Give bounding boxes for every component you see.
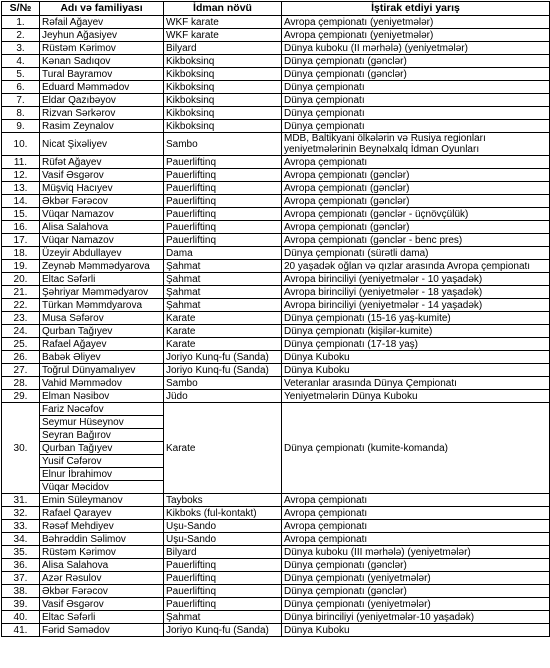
sport-name: Pauerliftinq xyxy=(164,221,282,234)
athlete-name: Qurban Tağıyev xyxy=(40,442,164,455)
sport-name: Kikboksinq xyxy=(164,94,282,107)
sport-name: Uşu-Sando xyxy=(164,533,282,546)
table-row xyxy=(2,494,550,507)
row-number: 4. xyxy=(2,55,40,68)
row-number: 35. xyxy=(2,546,40,559)
sport-name: Kikboks (ful-kontakt) xyxy=(164,507,282,520)
athlete-name: Toğrul Dünyamalıyev xyxy=(40,364,164,377)
row-number: 34. xyxy=(2,533,40,546)
competition-name: Avropa çempionatı xyxy=(282,156,550,169)
sport-name: Dama xyxy=(164,247,282,260)
table-row xyxy=(2,221,550,234)
header-competition: İştirak etdiyi yarış xyxy=(282,2,550,16)
sport-name: WKF karate xyxy=(164,29,282,42)
sport-name: Pauerliftinq xyxy=(164,195,282,208)
sport-name: Pauerliftinq xyxy=(164,169,282,182)
competition-name: Dünya birinciliyi (yeniyetmələr-10 yaşadək) xyxy=(282,611,550,624)
athlete-name: Rəsəf Mehdiyev xyxy=(40,520,164,533)
table-row xyxy=(2,507,550,520)
row-number: 30. xyxy=(2,403,40,494)
table-row xyxy=(2,16,550,29)
row-number: 9. xyxy=(2,120,40,133)
table-row xyxy=(2,55,550,68)
athlete-name: Rasim Zeynalov xyxy=(40,120,164,133)
athlete-name: Rüstəm Kərimov xyxy=(40,42,164,55)
sport-name: Sambo xyxy=(164,377,282,390)
athlete-name: Fariz Nəcəfov xyxy=(40,403,164,416)
athlete-name: Vüqar Namazov xyxy=(40,208,164,221)
row-number: 32. xyxy=(2,507,40,520)
row-number: 26. xyxy=(2,351,40,364)
athlete-name: Musa Səfərov xyxy=(40,312,164,325)
athlete-name: Yusif Cəfərov xyxy=(40,455,164,468)
athlete-name: Tural Bayramov xyxy=(40,68,164,81)
row-number: 8. xyxy=(2,107,40,120)
athlete-name: Seyran Bağırov xyxy=(40,429,164,442)
competition-name: Dünya Kuboku xyxy=(282,624,550,637)
table-row xyxy=(2,273,550,286)
competition-name: Dünya çempionatı (gənclər) xyxy=(282,585,550,598)
competition-name: Avropa birinciliyi (yeniyetmələr - 10 yaşadək) xyxy=(282,273,550,286)
competition-name: Yeniyetmələrin Dünya Kuboku xyxy=(282,390,550,403)
table-row xyxy=(2,120,550,133)
row-number: 37. xyxy=(2,572,40,585)
athlete-name: Nicat Şixəliyev xyxy=(40,133,164,156)
row-number: 2. xyxy=(2,29,40,42)
row-number: 25. xyxy=(2,338,40,351)
athlete-name: Rizvan Sərkərov xyxy=(40,107,164,120)
table-row xyxy=(2,390,550,403)
competition-name: Dünya çempionatı xyxy=(282,94,550,107)
table-body-first xyxy=(2,16,550,403)
row-number: 5. xyxy=(2,68,40,81)
athlete-name: Jeyhun Ağasiyev xyxy=(40,29,164,42)
table-row xyxy=(2,598,550,611)
athlete-name: Vasif Əsgərov xyxy=(40,169,164,182)
athlete-name: Rüfət Ağayev xyxy=(40,156,164,169)
table-row xyxy=(2,208,550,221)
competition-name: Dünya Kuboku xyxy=(282,351,550,364)
sport-name: Pauerliftinq xyxy=(164,182,282,195)
row-number: 13. xyxy=(2,182,40,195)
table-row xyxy=(2,338,550,351)
athlete-name: Alisa Salahova xyxy=(40,559,164,572)
participants-table xyxy=(1,1,550,637)
competition-name: Dünya çempionatı (yeniyetmələr) xyxy=(282,598,550,611)
table-row xyxy=(2,260,550,273)
competition-name: Dünya kuboku (II mərhələ) (yeniyetmələr) xyxy=(282,42,550,55)
athlete-name: Rəfail Ağayev xyxy=(40,16,164,29)
athlete-name: Vüqar Məcidov xyxy=(40,481,164,494)
table-row xyxy=(2,107,550,120)
row-number: 33. xyxy=(2,520,40,533)
row-number: 22. xyxy=(2,299,40,312)
table-row xyxy=(2,94,550,107)
competition-name: Dünya çempionatı xyxy=(282,107,550,120)
competition-name: Dünya çempionatı xyxy=(282,81,550,94)
row-number: 27. xyxy=(2,364,40,377)
row-number: 6. xyxy=(2,81,40,94)
table-body-group-30 xyxy=(2,403,550,494)
sport-name: Şahmat xyxy=(164,611,282,624)
table-row xyxy=(2,195,550,208)
sport-name: Şahmat xyxy=(164,260,282,273)
competition-name: Avropa çempionatı (yeniyetmələr) xyxy=(282,29,550,42)
table-row xyxy=(2,364,550,377)
athlete-name: Azər Rəsulov xyxy=(40,572,164,585)
row-number: 24. xyxy=(2,325,40,338)
sport-name: Joriyo Kunq-fu (Sanda) xyxy=(164,351,282,364)
athlete-name: Üzeyir Abdullayev xyxy=(40,247,164,260)
competition-name: Dünya çempionatı (yeniyetmələr) xyxy=(282,572,550,585)
table-row xyxy=(2,133,550,156)
athlete-name: Türkan Məmmdyarova xyxy=(40,299,164,312)
competition-name: Avropa çempionatı xyxy=(282,520,550,533)
competition-name: Dünya çempionatı (15-16 yaş-kumite) xyxy=(282,312,550,325)
competition-name: Veteranlar arasında Dünya Çempionatı xyxy=(282,377,550,390)
table-row xyxy=(2,182,550,195)
athlete-name: Şəhriyar Məmmədyarov xyxy=(40,286,164,299)
table-row xyxy=(2,169,550,182)
athlete-name: Seymur Hüseynov xyxy=(40,416,164,429)
competition-name: 20 yaşadək oğlan və qızlar arasında Avropa çempionatı xyxy=(282,260,550,273)
competition-name: Avropa çempionatı xyxy=(282,494,550,507)
sport-name: Pauerliftinq xyxy=(164,156,282,169)
sport-name: Karate xyxy=(164,403,282,494)
sport-name: Joriyo Kunq-fu (Sanda) xyxy=(164,624,282,637)
competition-name: Dünya kuboku (III mərhələ) (yeniyetmələr) xyxy=(282,546,550,559)
sport-name: Bilyard xyxy=(164,42,282,55)
athlete-name: Eduard Məmmədov xyxy=(40,81,164,94)
athlete-name: Kənan Sadıqov xyxy=(40,55,164,68)
athlete-name: Əkbər Fərəcov xyxy=(40,585,164,598)
sport-name: Pauerliftinq xyxy=(164,585,282,598)
athlete-name: Fərid Səmədov xyxy=(40,624,164,637)
competition-name: Avropa çempionatı (gənclər) xyxy=(282,169,550,182)
competition-name: Avropa birinciliyi (yeniyetmələr - 14 yaşadək) xyxy=(282,299,550,312)
table-row xyxy=(2,377,550,390)
sport-name: Pauerliftinq xyxy=(164,234,282,247)
athlete-name: Alisa Salahova xyxy=(40,221,164,234)
row-number: 16. xyxy=(2,221,40,234)
table-row xyxy=(2,81,550,94)
table-row xyxy=(2,611,550,624)
row-number: 38. xyxy=(2,585,40,598)
row-number: 23. xyxy=(2,312,40,325)
athlete-name: Zeynəb Məmmədyarova xyxy=(40,260,164,273)
sport-name: Kikboksinq xyxy=(164,81,282,94)
sport-name: Kikboksinq xyxy=(164,120,282,133)
row-number: 31. xyxy=(2,494,40,507)
row-number: 36. xyxy=(2,559,40,572)
header-number: S/№ xyxy=(2,2,40,16)
competition-name: Avropa çempionatı (gənclər - üçnövçülük) xyxy=(282,208,550,221)
sport-name: Uşu-Sando xyxy=(164,520,282,533)
table-row xyxy=(2,533,550,546)
athlete-name: Rüstəm Kərimov xyxy=(40,546,164,559)
table-row xyxy=(2,247,550,260)
competition-name: Dünya çempionatı xyxy=(282,120,550,133)
row-number: 12. xyxy=(2,169,40,182)
competition-name: Dünya çempionatı (gənclər) xyxy=(282,559,550,572)
competition-name: MDB, Baltikyani ölkələrin və Rusiya regionları yeniyetmələrinin Beynəlxalq İdman Oyunları xyxy=(282,133,550,156)
table-row xyxy=(2,286,550,299)
sport-name: Pauerliftinq xyxy=(164,572,282,585)
sport-name: Karate xyxy=(164,312,282,325)
sport-name: Karate xyxy=(164,325,282,338)
row-number: 7. xyxy=(2,94,40,107)
table-body-second xyxy=(2,494,550,637)
header-name: Adı və familiyası xyxy=(40,2,164,16)
sport-name: Pauerliftinq xyxy=(164,208,282,221)
row-number: 15. xyxy=(2,208,40,221)
athlete-name: Emin Süleymanov xyxy=(40,494,164,507)
row-number: 11. xyxy=(2,156,40,169)
table-row xyxy=(2,572,550,585)
row-number: 1. xyxy=(2,16,40,29)
table-row xyxy=(2,312,550,325)
competition-name: Avropa çempionatı (gənclər) xyxy=(282,182,550,195)
sport-name: Şahmat xyxy=(164,286,282,299)
row-number: 41. xyxy=(2,624,40,637)
competition-name: Avropa çempionatı (gənclər) xyxy=(282,195,550,208)
competition-name: Dünya çempionatı (sürətli dama) xyxy=(282,247,550,260)
table-row xyxy=(2,585,550,598)
athlete-name: Eltac Səfərli xyxy=(40,611,164,624)
table-row xyxy=(2,520,550,533)
competition-name: Avropa çempionatı xyxy=(282,533,550,546)
row-number: 39. xyxy=(2,598,40,611)
table-row xyxy=(2,299,550,312)
table-row xyxy=(2,546,550,559)
competition-name: Dünya çempionatı (17-18 yaş) xyxy=(282,338,550,351)
sport-name: Tayboks xyxy=(164,494,282,507)
athlete-name: Elnur İbrahimov xyxy=(40,468,164,481)
sport-name: Şahmat xyxy=(164,299,282,312)
sport-name: Pauerliftinq xyxy=(164,559,282,572)
athlete-name: Eltac Səfərli xyxy=(40,273,164,286)
sport-name: Bilyard xyxy=(164,546,282,559)
athlete-name: Vüqar Namazov xyxy=(40,234,164,247)
sport-name: Karate xyxy=(164,338,282,351)
athlete-name: Babək Əliyev xyxy=(40,351,164,364)
row-number: 28. xyxy=(2,377,40,390)
competition-name: Avropa çempionatı (gənclər - benc pres) xyxy=(282,234,550,247)
header-sport: İdman növü xyxy=(164,2,282,16)
table-row xyxy=(2,29,550,42)
header-row xyxy=(2,2,550,16)
athlete-name: Müşviq Hacıyev xyxy=(40,182,164,195)
athlete-name: Rafael Ağayev xyxy=(40,338,164,351)
row-number: 20. xyxy=(2,273,40,286)
row-number: 10. xyxy=(2,133,40,156)
athlete-name: Vasif Əsgərov xyxy=(40,598,164,611)
competition-name: Dünya çempionatı (gənclər) xyxy=(282,68,550,81)
sport-name: Joriyo Kunq-fu (Sanda) xyxy=(164,364,282,377)
table-row xyxy=(2,403,550,416)
sport-name: Şahmat xyxy=(164,273,282,286)
competition-name: Avropa çempionatı xyxy=(282,507,550,520)
table-row xyxy=(2,42,550,55)
table-row xyxy=(2,68,550,81)
row-number: 19. xyxy=(2,260,40,273)
row-number: 40. xyxy=(2,611,40,624)
table-row xyxy=(2,234,550,247)
competition-name: Avropa birinciliyi (yeniyetmələr - 18 yaşadək) xyxy=(282,286,550,299)
athlete-name: Qurban Tağıyev xyxy=(40,325,164,338)
row-number: 17. xyxy=(2,234,40,247)
row-number: 3. xyxy=(2,42,40,55)
table-row xyxy=(2,351,550,364)
sport-name: Kikboksinq xyxy=(164,55,282,68)
sport-name: Kikboksinq xyxy=(164,68,282,81)
sport-name: Jüdo xyxy=(164,390,282,403)
athlete-name: Bəhrəddin Səlimov xyxy=(40,533,164,546)
row-number: 18. xyxy=(2,247,40,260)
competition-name: Avropa çempionatı (gənclər) xyxy=(282,221,550,234)
table-row xyxy=(2,156,550,169)
athlete-name: Əkbər Fərəcov xyxy=(40,195,164,208)
athlete-name: Vahid Məmmədov xyxy=(40,377,164,390)
row-number: 14. xyxy=(2,195,40,208)
competition-name: Dünya çempionatı (kişilər-kumite) xyxy=(282,325,550,338)
athlete-name: Rafael Qarayev xyxy=(40,507,164,520)
sport-name: WKF karate xyxy=(164,16,282,29)
table-row xyxy=(2,624,550,637)
row-number: 29. xyxy=(2,390,40,403)
athlete-name: Elman Nəsibov xyxy=(40,390,164,403)
table-row xyxy=(2,325,550,338)
athlete-name: Eldar Qazıbəyov xyxy=(40,94,164,107)
row-number: 21. xyxy=(2,286,40,299)
sport-name: Pauerliftinq xyxy=(164,598,282,611)
competition-name: Avropa çempionatı (yeniyetmələr) xyxy=(282,16,550,29)
competition-name: Dünya çempionatı (kumite-komanda) xyxy=(282,403,550,494)
sport-name: Kikboksinq xyxy=(164,107,282,120)
table-row xyxy=(2,559,550,572)
sport-name: Sambo xyxy=(164,133,282,156)
competition-name: Dünya Kuboku xyxy=(282,364,550,377)
competition-name: Dünya çempionatı (gənclər) xyxy=(282,55,550,68)
